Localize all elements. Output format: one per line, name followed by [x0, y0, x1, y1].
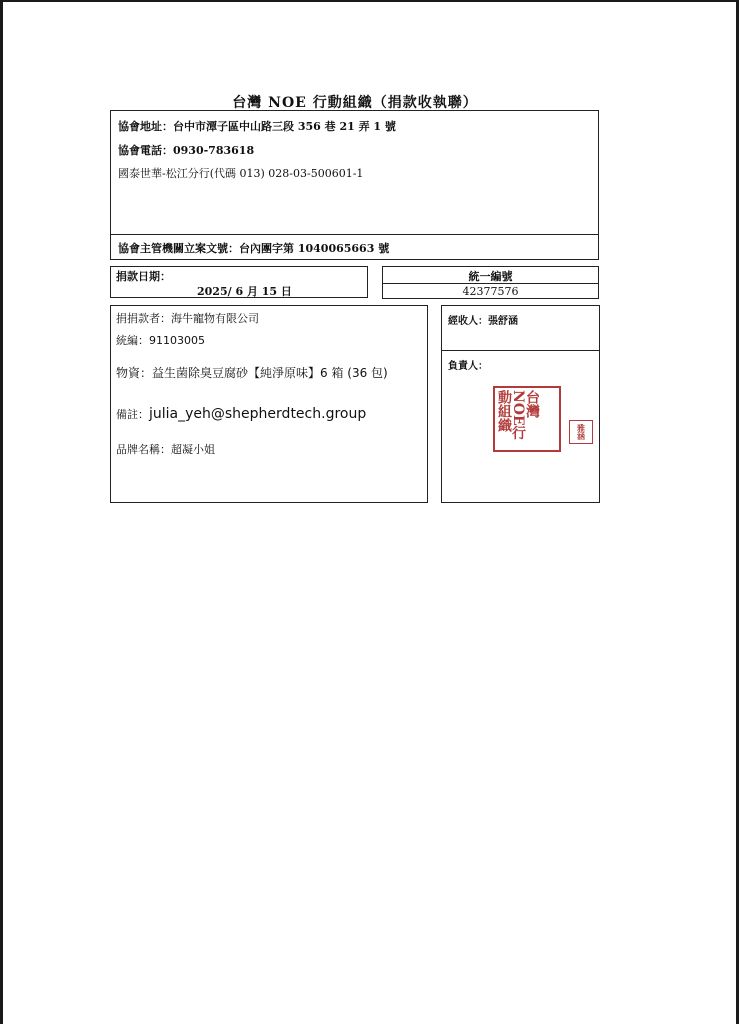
association-seal [493, 386, 561, 452]
personal-seal [569, 420, 593, 444]
donor-note-label: 備註： [116, 408, 149, 421]
receipt-responsible: 負責人： [448, 361, 488, 372]
document-title: 台灣 NOE 行動組織（捐款收執聯） [232, 95, 478, 111]
personal-seal-text: 雅涵 [576, 424, 587, 440]
donor-name: 捐捐款者：海牛寵物有限公司 [116, 312, 259, 325]
association-phone: 協會電話：0930-783618 [118, 144, 255, 157]
association-registration: 協會主管機關立案文號：台內團字第 1040065663 號 [118, 242, 390, 255]
donation-date-value: 2025/ 6 月 15 日 [197, 285, 292, 298]
association-address: 協會地址：台中市潭子區中山路三段 356 巷 21 弄 1 號 [118, 120, 396, 133]
donor-brand: 品牌名稱：超凝小姐 [116, 443, 215, 456]
donor-note-value: julia_yeh@shepherdtech.group [149, 406, 367, 422]
association-seal-text: 台灣NOE行動組織 [496, 390, 540, 440]
association-bank: 國泰世華-松江分行(代碼 013) 028-03-500601-1 [118, 167, 364, 180]
association-divider [110, 234, 599, 235]
receipt-divider [441, 350, 600, 351]
donor-goods: 物資：益生菌除臭豆腐砂【純淨原味】6 箱 (36 包) [116, 366, 388, 380]
donation-date-label: 捐款日期： [116, 270, 171, 283]
tax-id-value: 42377576 [462, 285, 519, 298]
donor-tax-id: 統編：91103005 [116, 334, 205, 347]
tax-id-label: 統一編號 [468, 270, 513, 283]
receipt-handler: 經收人：張舒涵 [448, 316, 518, 327]
donor-note [116, 406, 366, 422]
